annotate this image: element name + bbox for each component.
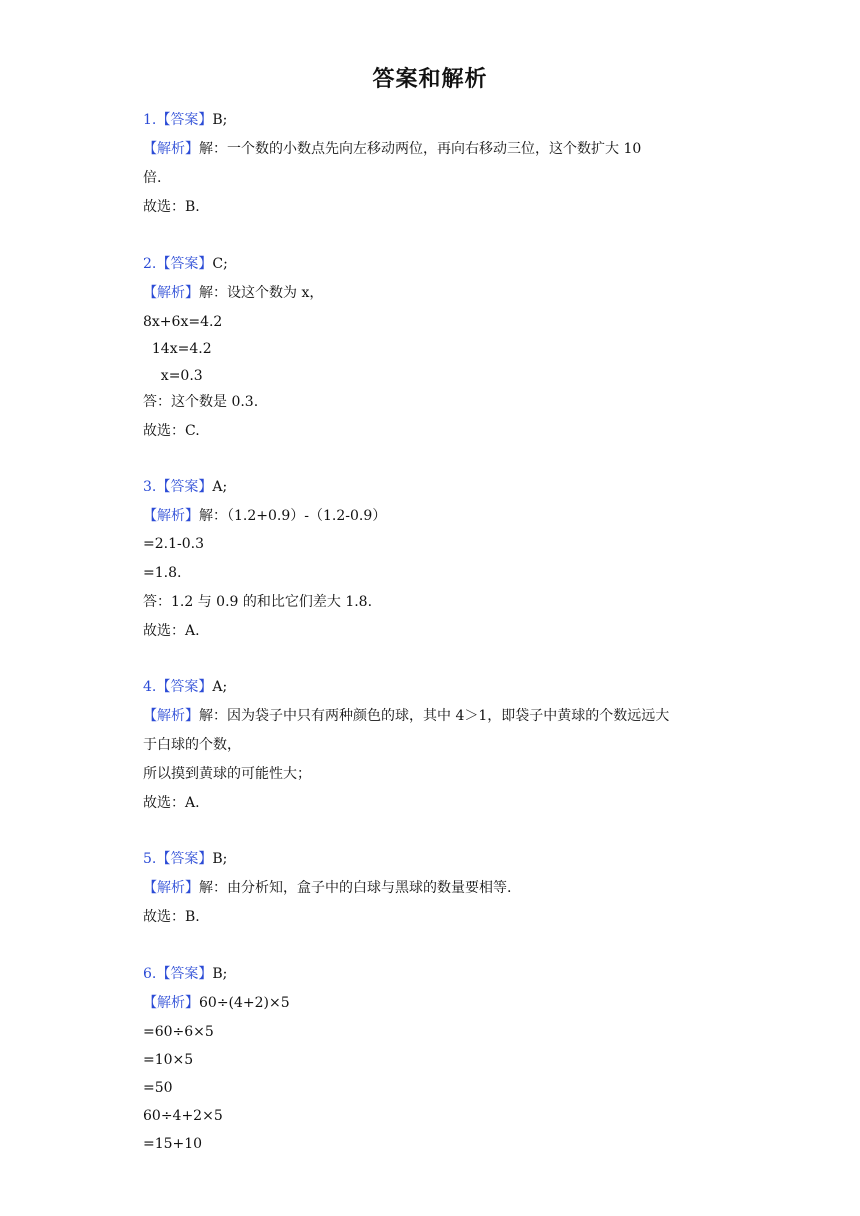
question-number: 1. (143, 112, 157, 128)
answer-marker: 【答案】 (156, 679, 213, 695)
question-number: 6. (143, 966, 157, 982)
analysis-marker: 【解析】 (143, 880, 199, 896)
analysis-continuation: 于白球的个数， (143, 737, 241, 753)
analysis-line-2 (143, 283, 323, 303)
answer-line-1 (143, 110, 227, 130)
answer-marker: 【答案】 (156, 112, 213, 128)
answer-line-5 (143, 849, 227, 869)
equation-line: =15+10 (143, 1136, 203, 1152)
analysis-conclusion: 故选：A. (143, 795, 200, 811)
analysis-marker: 【解析】 (143, 708, 199, 724)
answer-value: A; (212, 679, 228, 695)
analysis-marker: 【解析】 (143, 141, 199, 157)
analysis-text: 60÷(4+2)×5 (199, 995, 290, 1011)
analysis-line-6 (143, 993, 290, 1013)
analysis-text: 解：（1.2+0.9）-（1.2-0.9） (199, 508, 387, 524)
equation-line: x=0.3 (143, 368, 203, 384)
answer-marker: 【答案】 (156, 256, 213, 272)
answer-value: C; (212, 256, 228, 272)
analysis-line-4 (143, 706, 669, 726)
analysis-text: 解：由分析知，盒子中的白球与黑球的数量要相等. (199, 880, 512, 896)
answer-statement: 答：这个数是 0.3. (143, 394, 259, 410)
equation-line: =50 (143, 1080, 173, 1096)
equation-line: =10×5 (143, 1052, 194, 1068)
question-number: 5. (143, 851, 157, 867)
analysis-text: 解：一个数的小数点先向左移动两位，再向右移动三位，这个数扩大 10 (199, 141, 642, 157)
equation-line: 14x=4.2 (143, 341, 212, 357)
answer-line-2 (143, 254, 228, 274)
analysis-text: 解：设这个数为 x， (199, 285, 324, 301)
answer-marker: 【答案】 (156, 966, 213, 982)
equation-line: =1.8. (143, 565, 182, 581)
analysis-continuation: 所以摸到黄球的可能性大； (143, 766, 311, 782)
answer-value: B; (212, 112, 228, 128)
equation-line: 60÷4+2×5 (143, 1108, 223, 1124)
analysis-conclusion: 故选：C. (143, 423, 200, 439)
question-number: 2. (143, 256, 157, 272)
analysis-conclusion: 故选：A. (143, 623, 200, 639)
answer-marker: 【答案】 (156, 479, 213, 495)
answer-line-3 (143, 477, 227, 497)
answer-marker: 【答案】 (156, 851, 213, 867)
answer-value: B; (212, 851, 228, 867)
analysis-conclusion: 故选：B. (143, 199, 200, 215)
answer-line-4 (143, 677, 227, 697)
answer-statement: 答：1.2 与 0.9 的和比它们差大 1.8. (143, 594, 373, 610)
equation-line: =2.1-0.3 (143, 536, 204, 552)
analysis-line-5 (143, 878, 511, 898)
analysis-marker: 【解析】 (143, 285, 199, 301)
analysis-continuation: 倍. (143, 170, 162, 186)
question-number: 3. (143, 479, 157, 495)
page-title: 答案和解析 (372, 67, 488, 92)
equation-line: =60÷6×5 (143, 1024, 214, 1040)
analysis-text: 解：因为袋子中只有两种颜色的球，其中 4＞1，即袋子中黄球的个数远远大 (199, 708, 670, 724)
question-number: 4. (143, 679, 157, 695)
analysis-line-3 (143, 506, 386, 526)
analysis-line-1 (143, 139, 641, 159)
analysis-conclusion: 故选：B. (143, 909, 200, 925)
equation-line: 8x+6x=4.2 (143, 314, 223, 330)
answer-line-6 (143, 964, 227, 984)
analysis-marker: 【解析】 (143, 995, 199, 1011)
analysis-marker: 【解析】 (143, 508, 199, 524)
answer-value: B; (212, 966, 228, 982)
answer-value: A; (212, 479, 228, 495)
